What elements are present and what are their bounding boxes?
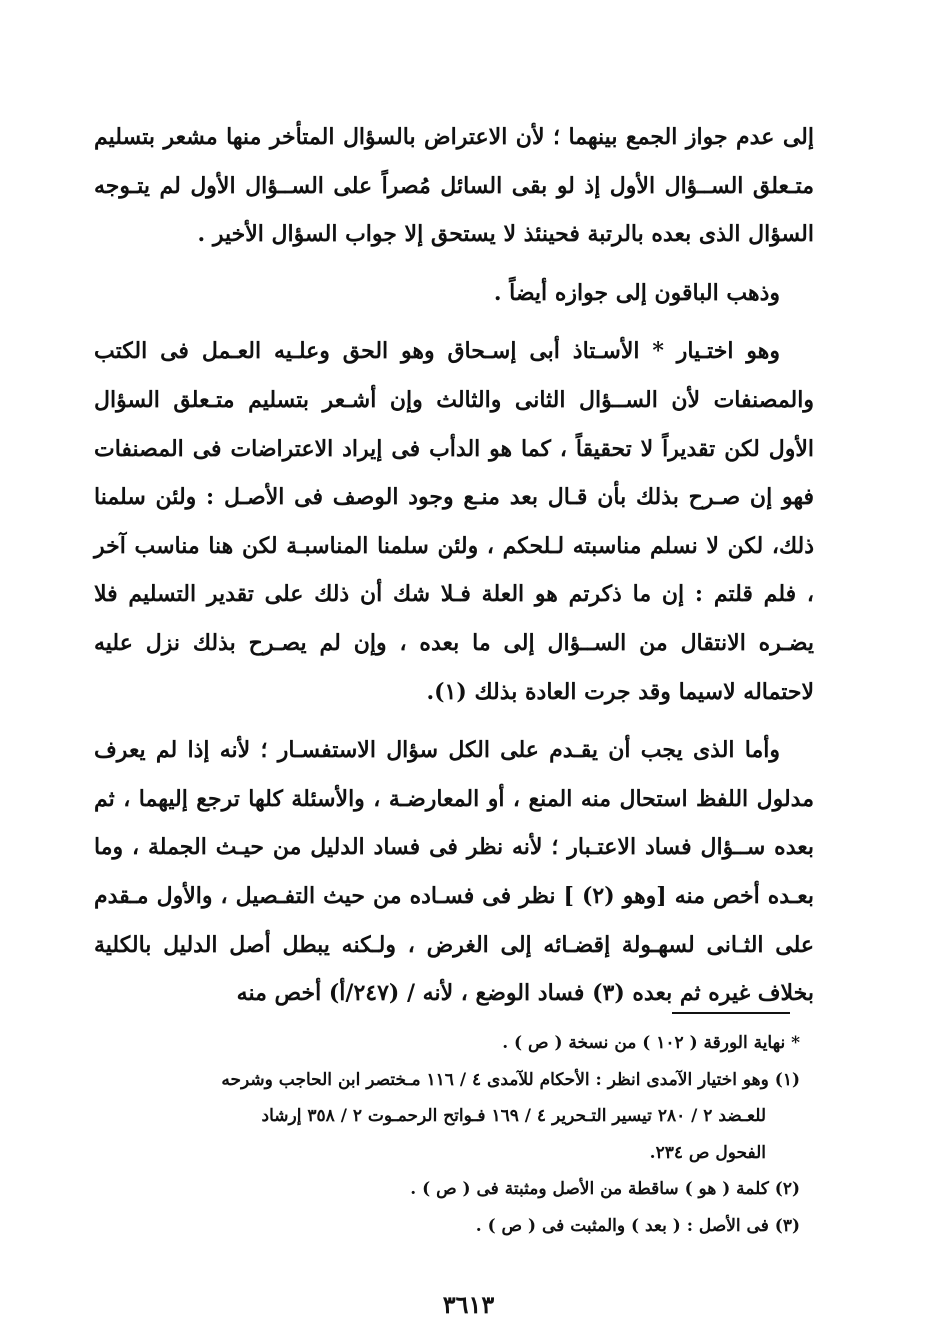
footnote-star: * نهاية الورقة ( ١٠٢ ) من نسخة ( ص ) . (502, 1033, 800, 1053)
paragraph-2: وذهب الباقون إلى جوازه أيضاً . (493, 279, 780, 306)
footnote-1-line-2: للعـضد ٢ / ٢٨٠ تيسير التـحرير ٤ / ١٦٩ فـواتح الرحمـوت ٢ / ٣٥٨ إرشاد (261, 1106, 766, 1126)
footnote-1-line-1: (١) وهو اختيار الآمدى انظر : الأحكام للآمدى ٤ / ١١٦ مـختصر ابن الحاجب وشرحه (221, 1069, 800, 1090)
paragraph-4: وأما الذى يجب أن يقـدم على الكل سؤال الاستفسـار ؛ لأنه إذا لم يعرف مدلول اللفظ استحال منه المنع ، أو المعارضـة ، والأسئلة كلها ترجع إليهما ، ثم بعده ســؤال فساد الاعتـبار ؛ لأنه نظر فى فساد الدليل من حيـث الجملة ، وما بعـده أخص منه [وهو (٢) ] نظر فى فسـاده من حيث التفـصيل ، والأول مـقدم على الثـانى لسهـولة إقضـائه إلى الغرض ، ولـكنه يبطل أصل الدليل بالكلية بخلاف غيره ثم بعده (٣) فساد الوضع ، لأنه / (٢٤٧/أ) أخص منه (94, 737, 815, 1007)
paragraph-3: وهو اختـيار * الأسـتاذ أبى إسـحاق وهو الحق وعلـيه العـمل فى الكتب والمصنفات لأن الســؤال الثانى والثالث وإن أشـعر بتسليم متـعلق السؤال الأول لكن تقديراً لا تحقيقاً ، كما هو الدأب فى إيراد الاعتراضات فى المصنفات فهو إن صـرح بذلك بأن قـال بعد منـع وجود الوصف فى الأصـل : ولئن سلمنا ذلك، لكن لا نسلم مناسبته لـلحكم ، ولئن سلمنا المناسبـة لكن هنا مناسب آخر ، فلم قلتم : إن ما ذكرتم هو العلة فـلا شك أن ذلك على تقدير التسليم فلا يضـره الانتقال من الســؤال إلى ما بعده ، وإن لم يصـرح بذلك نزل عليه لاحتماله لاسيما وقد جرت العادة بذلك (١). (94, 338, 814, 705)
paragraph-1: إلى عدم جواز الجمع بينهما ؛ لأن الاعتراض بالسؤال المتأخر منها مشعر بتسليم متـعلق الســؤال الأول إذ لو بقى السائل مُصراً على الســؤال الأول لم يتـوجه السؤال الذى بعده بالرتبة فحينئذ لا يستحق إلا جواب السؤال الأخير . (94, 124, 814, 248)
main-text (94, 113, 814, 1028)
footnote-separator (672, 1012, 790, 1014)
footnote-3: (٣) فى الأصل : ( بعد ) والمثبت فى ( ص ) . (475, 1215, 800, 1236)
footnotes (110, 1025, 800, 1244)
page-number: ٣٦١٣ (442, 1290, 495, 1319)
footnote-2: (٢) كلمة ( هو ) ساقطة من الأصل ومثبتة فى ( ص ) . (410, 1179, 800, 1199)
footnote-1-line-3: الفحول ص ٢٣٤. (649, 1142, 766, 1163)
